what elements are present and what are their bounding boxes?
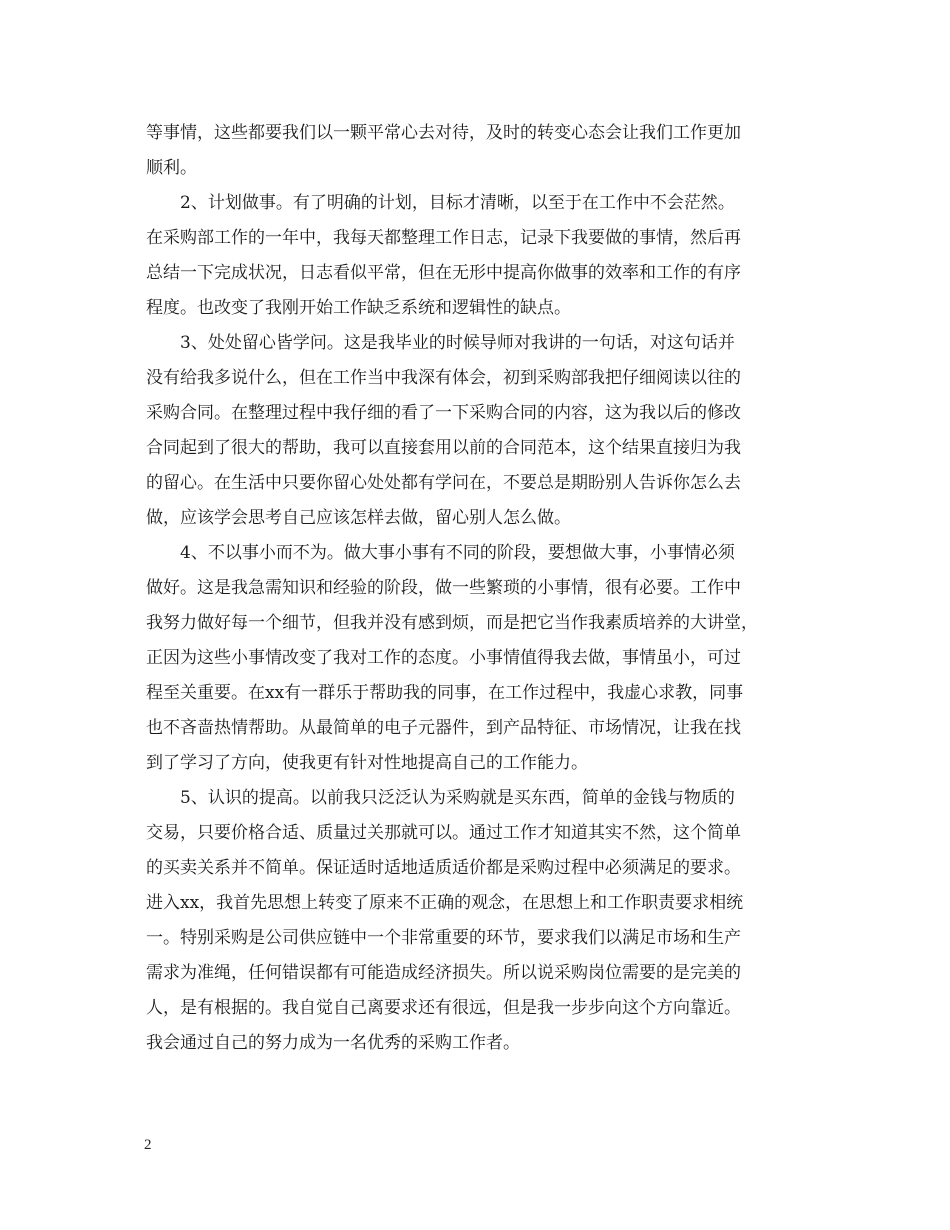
text-line: 顺利。: [146, 158, 197, 178]
text-line: 的留心。在生活中只要你留心处处都有学问在，不要总是期盼别人告诉你怎么去: [146, 473, 741, 493]
text-line: 交易，只要价格合适、质量过关那就可以。通过工作才知道其实不然，这个简单: [146, 823, 741, 843]
text-line: 的买卖关系并不简单。保证适时适地适质适价都是采购过程中必须满足的要求。: [146, 858, 741, 878]
body-text: [146, 116, 802, 1061]
text-line: 我努力做好每一个细节，但我并没有感到烦，而是把它当作我素质培养的大讲堂，: [146, 613, 758, 633]
text-line: 5、认识的提高。以前我只泛泛认为采购就是买东西，简单的金钱与物质的: [146, 788, 735, 808]
text-line: 一。特别采购是公司供应链中一个非常重要的环节，要求我们以满足市场和生产: [146, 928, 741, 948]
text-line: 2、计划做事。有了明确的计划，目标才清晰，以至于在工作中不会茫然。: [146, 193, 735, 213]
text-line: 做，应该学会思考自己应该怎样去做，留心别人怎么做。: [146, 508, 571, 528]
text-line: 4、不以事小而不为。做大事小事有不同的阶段，要想做大事，小事情必须: [146, 543, 735, 563]
text-line: 进入xx，我首先思想上转变了原来不正确的观念，在思想上和工作职责要求相统: [146, 893, 744, 913]
text-line: 也不吝啬热情帮助。从最简单的电子元器件，到产品特征、市场情况，让我在找: [146, 718, 741, 738]
text-line: 做好。这是我急需知识和经验的阶段，做一些繁琐的小事情，很有必要。工作中: [146, 578, 741, 598]
text-line: 人，是有根据的。我自觉自己离要求还有很远，但是我一步步向这个方向靠近。: [146, 998, 741, 1018]
text-line: 在采购部工作的一年中，我每天都整理工作日志，记录下我要做的事情，然后再: [146, 228, 741, 248]
text-line: 需求为准绳，任何错误都有可能造成经济损失。所以说采购岗位需要的是完美的: [146, 963, 741, 983]
text-line: 没有给我多说什么，但在工作当中我深有体会，初到采购部我把仔细阅读以往的: [146, 368, 741, 388]
text-line: 程度。也改变了我刚开始工作缺乏系统和逻辑性的缺点。: [146, 298, 571, 318]
text-line: 我会通过自己的努力成为一名优秀的采购工作者。: [146, 1033, 520, 1053]
text-line: 合同起到了很大的帮助，我可以直接套用以前的合同范本，这个结果直接归为我: [146, 438, 741, 458]
text-line: 采购合同。在整理过程中我仔细的看了一下采购合同的内容，这为我以后的修改: [146, 403, 741, 423]
text-line: 正因为这些小事情改变了我对工作的态度。小事情值得我去做，事情虽小，可过: [146, 648, 741, 668]
text-line: 到了学习了方向，使我更有针对性地提高自己的工作能力。: [146, 753, 588, 773]
page-number: 2: [144, 1137, 152, 1153]
text-line: 等事情，这些都要我们以一颗平常心去对待，及时的转变心态会让我们工作更加: [146, 123, 741, 143]
text-line: 总结一下完成状况，日志看似平常，但在无形中提高你做事的效率和工作的有序: [146, 263, 741, 283]
text-line: 3、处处留心皆学问。这是我毕业的时候导师对我讲的一句话，对这句话并: [146, 333, 735, 353]
text-line: 程至关重要。在xx有一群乐于帮助我的同事，在工作过程中，我虚心求教，同事: [146, 683, 744, 703]
